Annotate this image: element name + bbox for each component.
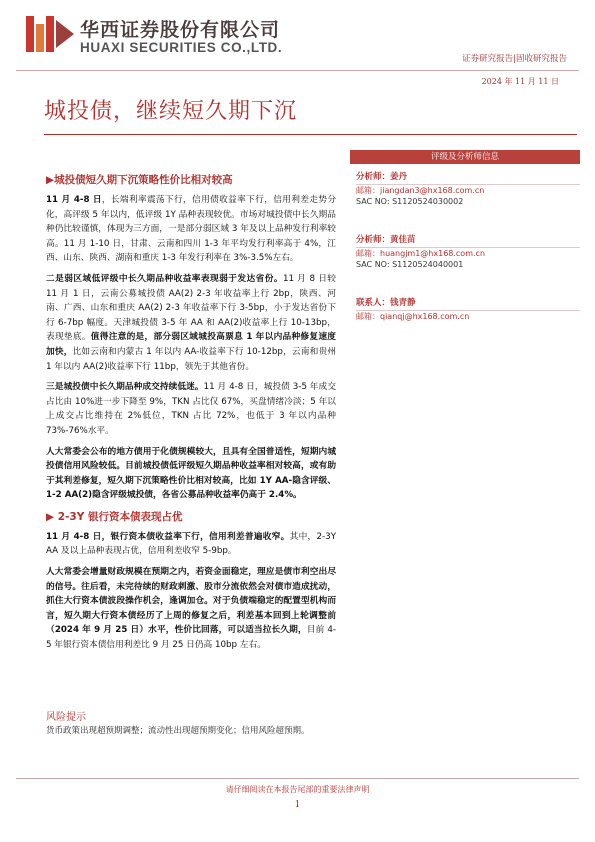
title-divider <box>44 134 577 135</box>
analyst-card <box>350 170 580 207</box>
footer-divider <box>16 778 579 779</box>
analyst-sac: SAC NO: S1120524030002 <box>356 197 464 206</box>
para-text: 11 月 4-8 日，城投债 3-5 年成交占比由 10%进一步下降至 9%，TKN 占比仅 67%，买盘情绪冷淡；5 年以上成交占比维持在 2%低位，TKN 占比 72%，也低于 3 年以内品种 73%-76%水平。 <box>46 382 337 436</box>
para-text: 目前 4-5 年银行资本债信用利差比 9 月 25 日仍高 10bp 左右。 <box>46 625 336 651</box>
report-type: 证券研究报告|固收研究报告 <box>462 54 567 64</box>
paragraph <box>46 193 336 266</box>
para-bold: 三是城投债中长久期品种成交持续低迷。 <box>46 382 204 393</box>
analyst-sidebar <box>350 150 580 322</box>
para-text: ，长端利率震荡下行，信用债收益率下行，信用利差走势分化，高评级 5 年以内，低评级 1Y 品种表现较优。市场对城投债中长久期品种仍比较谨慎，体现为三方面，一是部分弱区域 3 年及以上品种发行利率较高。11 月 1-10 日，甘肃、云南和四川 1-3 年平均发行利率高于 4%，江西、山东、陕西、湖南和重庆 1-3 年发行利率在 3%-3.5%左右。 <box>46 195 337 264</box>
para-bold: 人大常委会公布的地方债用于化债规模较大，且具有全国普适性，短期内城投债信用风险较低。目前城投债低评级短久期品种收益率相对较高，或有助于其利差修复，短久期下沉策略性价比相对较高，比如 1Y AA-隐含评级、1-2 AA(2)隐含评级城投债，各省公募品种收益率仍高于 2.4%。 <box>46 446 336 501</box>
para-bold: 11 月 4-8 日，银行资本债收益率下行，信用利差普遍收窄。 <box>46 531 290 542</box>
analyst-sac: SAC NO: S1120524040001 <box>356 260 464 269</box>
para-text: 比如云南和内蒙古 1 年以内 AA-收益率下行 10-12bp，云南和贵州 1 年以内 AA(2)收益率下行 11bp，领先于其他省份。 <box>46 346 337 372</box>
contact-name: 联系人：钱青静 <box>356 296 580 311</box>
legal-notice: 请仔细阅读在本报告尾部的重要法律声明 <box>225 785 370 794</box>
company-name-en: HUAXI SECURITIES CO.,LTD. <box>80 40 283 55</box>
para-bold: 二是弱区域低评级中长久期品种收益率表现弱于发达省份。 <box>46 273 283 284</box>
paragraph <box>46 445 336 503</box>
para-text: 11 月 8 日较 11 月 1 日，云南公募城投债 AA(2) 2-3 年收益率上行 2bp，陕西、河南、广西、山东和重庆 AA(2) 2-3 年收益率下行 3-5bp，小于发达省份下行 6-7bp 幅度。天津城投债 3-5 年 AA 和 AA(2)收益率上行 10-13bp，表现垫底。 <box>46 273 336 343</box>
risk-text: 货币政策出现超预期调整；流动性出现超预期变化；信用风险超预期。 <box>46 726 310 736</box>
page-number: 1 <box>294 800 301 810</box>
para-text: 其中，2-3Y AA 及以上品种表现占优，信用利差收窄 5-9bp。 <box>46 531 337 557</box>
analyst-name: 分析师：黄佳苗 <box>356 233 580 248</box>
analyst-email[interactable]: 邮箱：jiangdan3@hx168.com.cn <box>356 186 485 195</box>
page-title: 城投债，继续短久期下沉 <box>44 99 298 124</box>
para-bold: 人大常委会增量财政规模在预期之内，若资金面稳定，理应是债市利空出尽的信号。往后看，未完待续的财政刺激、股市分流依然会对债市造成扰动，抓住大行资本债波段操作机会，逢调加仓。对于负债端稳定的配置型机构而言，短久期大行资本债经历了上周的修复之后，利差基本回到上轮调整前（2024 年 9 月 25 日）水平，性价比回落，可以适当拉长久期， <box>46 567 336 636</box>
report-date: 2024 年 11 月 11 日 <box>481 77 559 86</box>
section-heading-1: ▶城投债短久期下沉策略性价比相对较高 <box>46 174 233 186</box>
analyst-card <box>350 233 580 270</box>
company-name-cn: 华西证券股份有限公司 <box>80 19 281 41</box>
paragraph <box>46 530 336 559</box>
paragraph <box>46 380 336 438</box>
analyst-name: 分析师：姜丹 <box>356 170 580 185</box>
section-heading-2: ▶ 2-3Y 银行资本债表现占优 <box>46 510 183 523</box>
sidebar-heading: 评级及分析师信息 <box>350 150 580 164</box>
paragraph <box>46 272 336 374</box>
header-divider <box>16 70 579 71</box>
paragraph <box>46 565 336 653</box>
contact-card <box>350 296 580 322</box>
risk-title: 风险提示 <box>46 712 86 723</box>
huaxi-logo-icon <box>24 14 76 54</box>
para-date: 11 月 4-8 日 <box>46 195 102 205</box>
analyst-email[interactable]: 邮箱：huangjm1@hx168.com.cn <box>356 249 486 258</box>
para-bold: 值得注意的是，部分弱区域城投高票息 1 年以内品种修复速度加快， <box>46 332 336 357</box>
contact-email[interactable]: 邮箱：qianqj@hx168.com.cn <box>356 312 470 321</box>
main-content <box>46 172 336 659</box>
